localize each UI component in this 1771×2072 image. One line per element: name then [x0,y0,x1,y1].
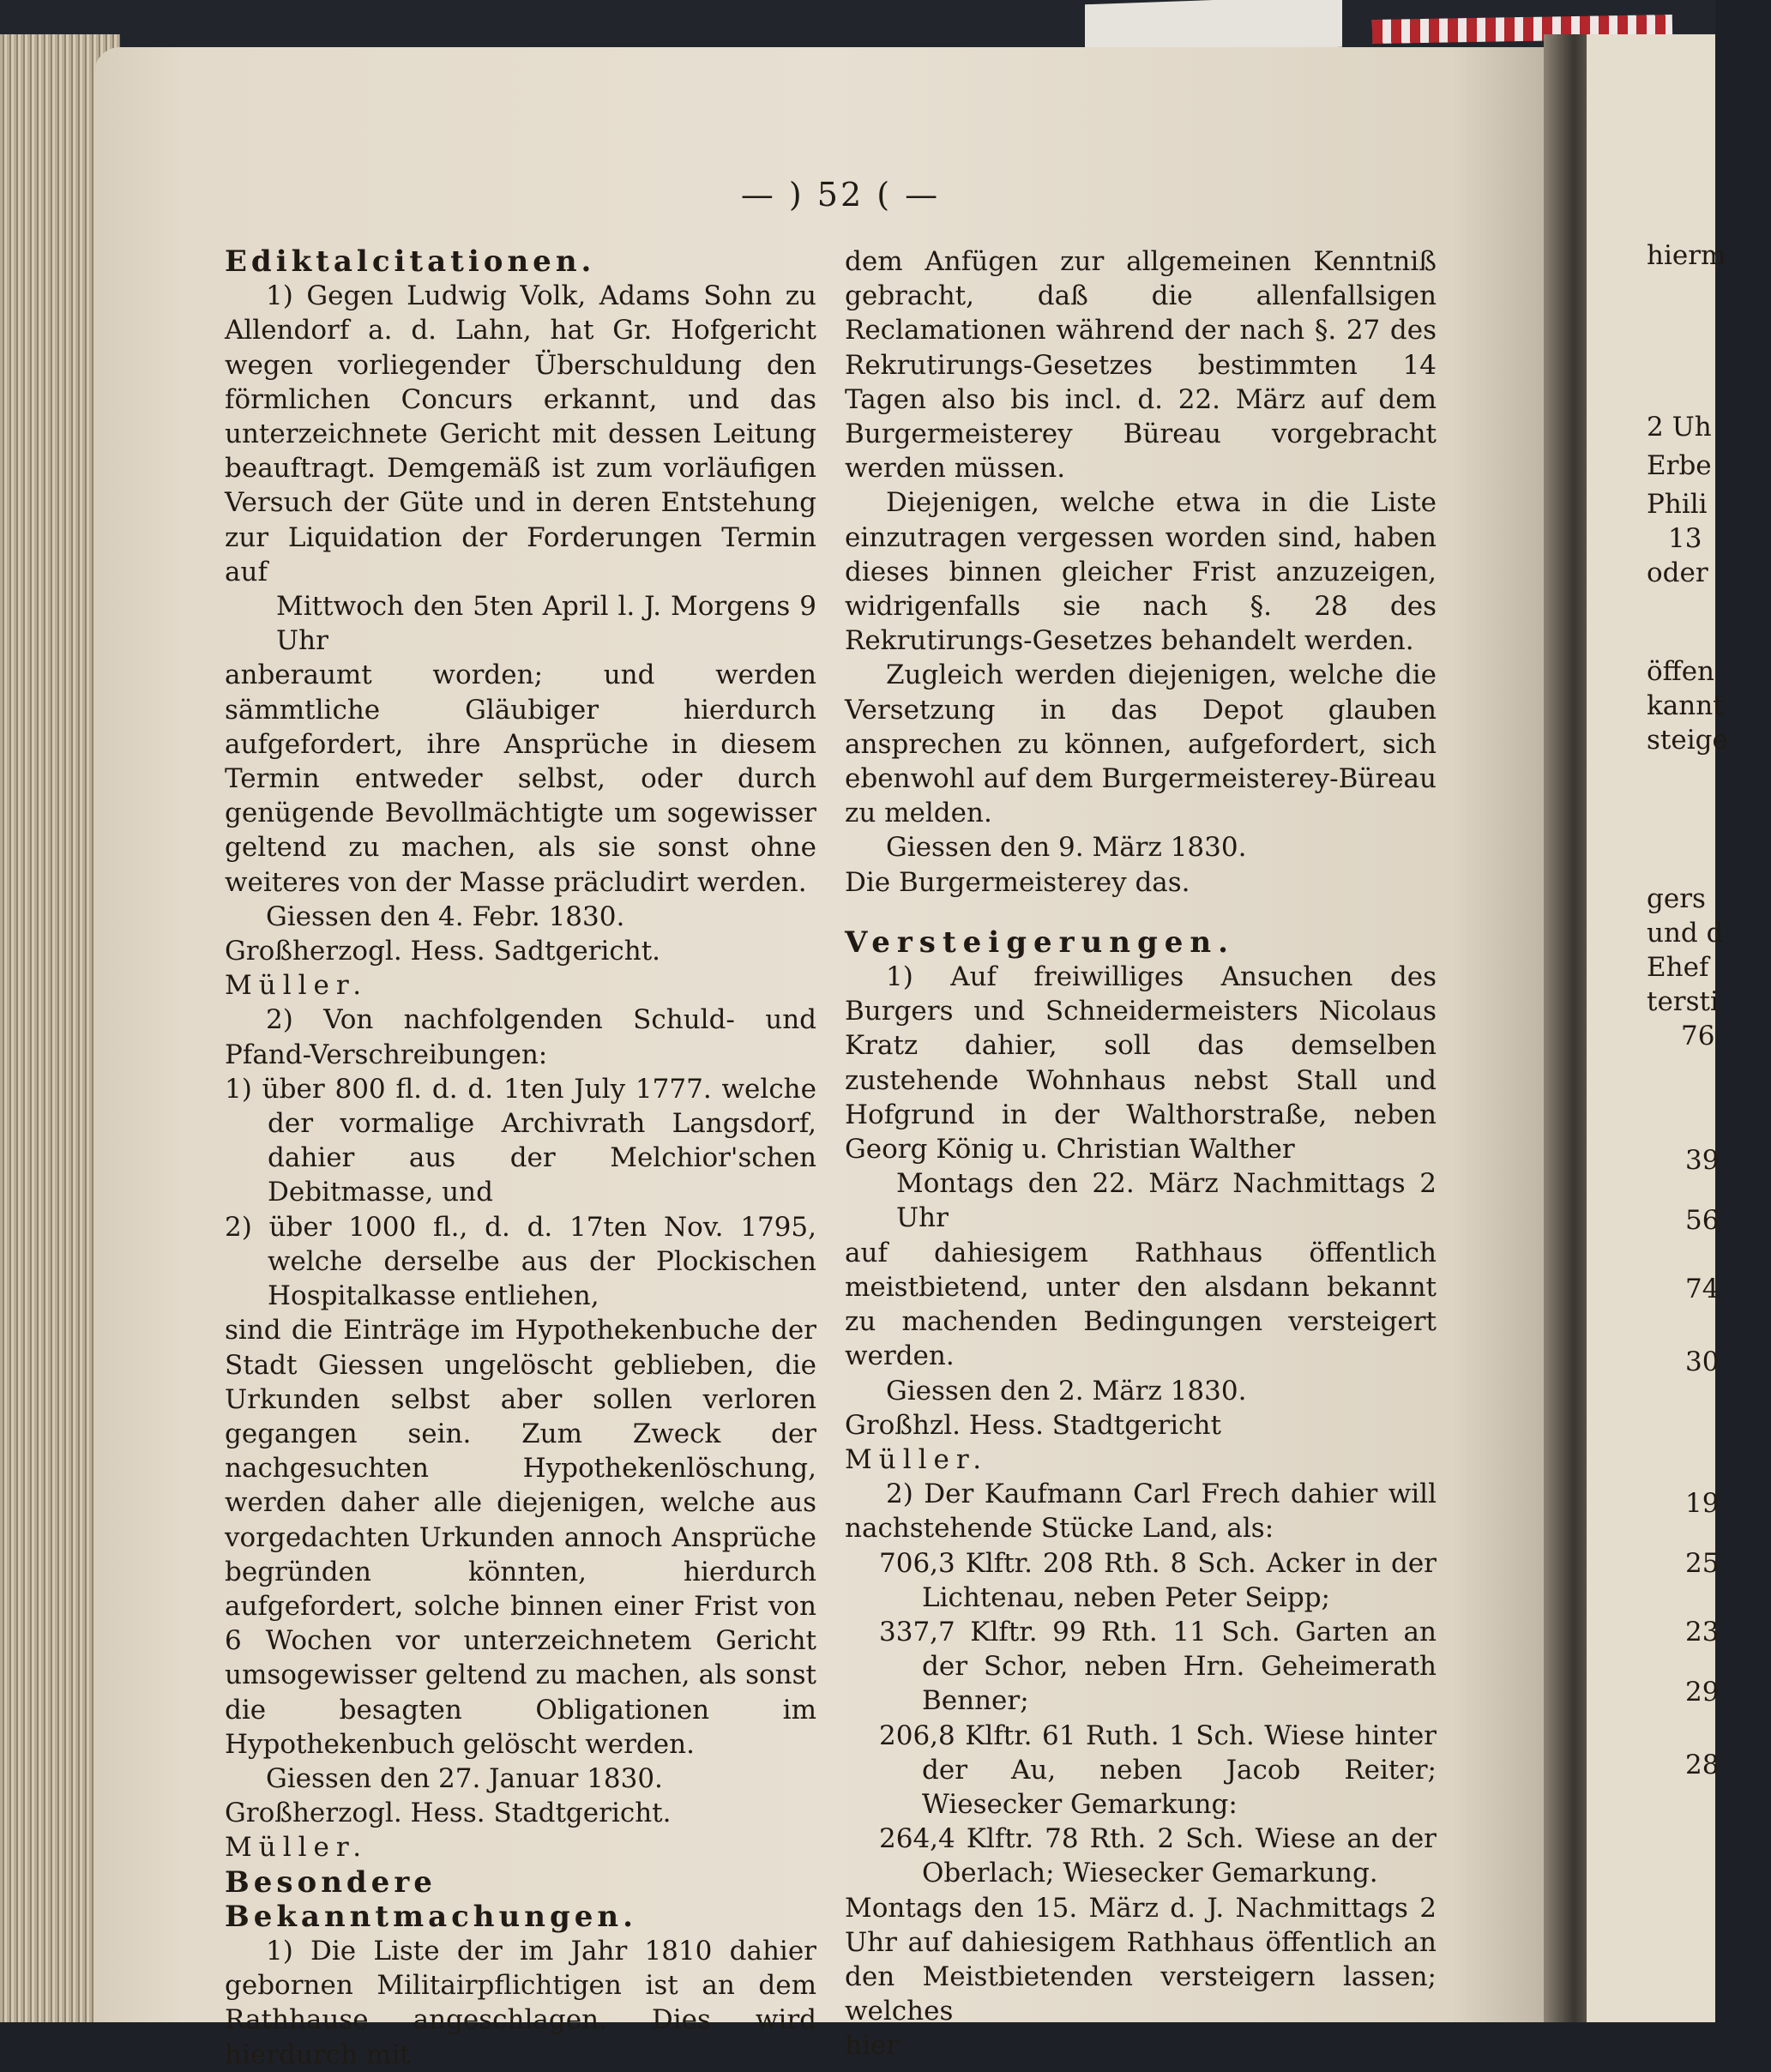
catchword: hier [845,2030,900,2062]
date-line: Montags den 22. März Nachmittags 2 Uhr [896,1168,1437,1234]
paragraph: 1) Auf freiwilliges Ansuchen des Burgers und Schneidermeisters Nicolaus Kratz dahier, soll das demselben zustehende Wohnhaus nebst Stall und Hofgrund in der Walthorstraße, neben Georg König u. Christian Walther [845,961,1437,1166]
paragraph: 2) Der Kaufmann Carl Frech dahier will nachstehende Stücke Land, als: [845,1479,1437,1545]
spacer [845,900,1437,925]
edge-fragment: 30 [1685,1346,1720,1377]
paragraph: Zugleich werden diejenigen, welche die Versetzung in das Depot glauben ansprechen zu können, aufgefordert, sich ebenwohl auf dem Burgermeisterey-Büreau zu melden. [845,660,1437,829]
edge-fragment: 13 [1668,523,1702,554]
court-name: Großherzogl. Hess. Sadtgericht. [225,936,661,967]
court-name: Großhzl. Hess. Stadtgericht [845,1409,1221,1441]
edge-fragment: 2 Uh [1647,412,1712,443]
place-date: Giessen den 27. Januar 1830. [266,1762,663,1794]
paragraph: 2) Von nachfolgenden Schuld- und Pfand-Verschreibungen: [225,1004,816,1070]
signature: Die Burgermeisterey das. [845,866,1190,898]
edge-fragment: 56 [1685,1205,1720,1236]
edge-fragment: Phili [1647,489,1708,520]
edge-fragment: 23 [1685,1617,1720,1647]
right-column [845,244,1437,2063]
section-heading: Ediktalcitationen. [225,244,596,279]
section-heading: Versteigerungen. [845,925,1235,960]
list-item: 337,7 Klftr. 99 Rth. 11 Sch. Garten an der Schor, neben Hrn. Geheimerath Benner; [879,1616,1437,1717]
edge-fragment: hierm [1647,240,1726,271]
paragraph: auf dahiesigem Rathhaus öffentlich meistbietend, unter den alsdann bekannt zu machenden Bedingungen versteigert werden. [845,1237,1437,1372]
court-name: Großherzogl. Hess. Stadtgericht. [225,1798,672,1829]
place-date: Giessen den 2. März 1830. [886,1375,1247,1406]
paragraph: sind die Einträge im Hypothekenbuche der Stadt Giessen ungelöscht geblieben, die Urkunden selbst aber sollen verloren gegangen sein. Zum Zweck der nachgesuchten Hypothekenlöschung, werden daher alle diejenigen, welche aus vorgedachten Urkunden annoch Ansprüche begründen könnten, hierdurch aufgefordert, solche binnen einer Frist von 6 Wochen vor unterzeichnetem Gericht umsogewisser geltend zu machen, als sonst die besagten Obligationen im Hypothekenbuch gelöscht werden. [225,1315,816,1760]
paragraph: 1) Gegen Ludwig Volk, Adams Sohn zu Allendorf a. d. Lahn, hat Gr. Hofgericht wegen vorliegender Überschuldung den förmlichen Concurs erkannt, und das unterzeichnete Gericht mit dessen Leitung beauftragt. Demgemäß ist zum vorläufigen Versuch der Güte und in deren Entstehung zur Liquidation der Forderungen Termin auf [225,280,816,587]
edge-fragment: kannt [1647,690,1724,721]
paragraph: dem Anfügen zur allgemeinen Kenntniß gebracht, daß die allenfallsigen Reclamationen während der nach §. 27 des Rekrutirungs-Gesetzes bestimmten 14 Tagen also bis incl. d. 22. März auf dem Burgermeisterey Büreau vorgebracht werden müssen. [845,246,1437,485]
place-date: Giessen den 9. März 1830. [886,832,1247,864]
edge-fragment: 76 [1681,1021,1715,1051]
list-item: 706,3 Klftr. 208 Rth. 8 Sch. Acker in der Lichtenau, neben Peter Seipp; [879,1547,1437,1613]
signature: Müller. [225,970,369,1002]
date-line: Mittwoch den 5ten April l. J. Morgens 9 Uhr [276,591,816,657]
list-item: 1) über 800 fl. d. d. 1ten July 1777. welche der vormalige Archivrath Langsdorf, dahier aus der Melchior'schen Debitmasse, und [225,1073,816,1208]
signature: Müller. [225,1832,369,1864]
edge-fragment: Ehef [1647,952,1709,983]
edge-fragment: Erbe [1647,450,1712,481]
paragraph: Diejenigen, welche etwa in die Liste einzutragen vergessen worden sind, haben dieses binnen gleicher Frist anzuzeigen, widrigenfalls sie nach §. 28 des Rekrutirungs-Gesetzes behandelt werden. [845,487,1437,657]
edge-fragment: 28 [1685,1750,1720,1780]
edge-fragment: steige [1647,725,1728,756]
paragraph: 1) Die Liste der im Jahr 1810 dahier gebornen Militairpflichtigen ist an dem Rathhause angeschlagen. Dies wird hierdurch mit [225,1935,816,2070]
list-item: 206,8 Klftr. 61 Ruth. 1 Sch. Wiese hinter der Au, neben Jacob Reiter; Wiesecker Gemarkung: [879,1720,1437,1820]
edge-fragment: 25 [1685,1548,1720,1579]
list-item: 2) über 1000 fl., d. d. 17ten Nov. 1795, welche derselbe aus der Plockischen Hospitalkasse entliehen, [225,1211,816,1312]
place-date: Giessen den 4. Febr. 1830. [266,900,625,932]
list-item: 264,4 Klftr. 78 Rth. 2 Sch. Wiese an der Oberlach; Wiesecker Gemarkung. [879,1823,1437,1889]
edge-fragment: öffen [1647,656,1714,687]
paragraph: Montags den 15. März d. J. Nachmittags 2 Uhr auf dahiesigem Rathhaus öffentlich an den Meistbietenden versteigern lassen; welches [845,1892,1437,2027]
signature: Müller. [845,1443,989,1475]
edge-fragment: 29 [1685,1677,1720,1708]
edge-fragment: 39 [1685,1145,1720,1176]
left-column [225,244,816,2072]
page-number: — ) 52 ( — [740,176,941,214]
paragraph: anberaumt worden; und werden sämmtliche Gläubiger hierdurch aufgefordert, ihre Ansprüche in diesem Termin entweder selbst, oder durch genügende Bevollmächtigte um sogewisser geltend zu machen, als sie sonst ohne weiteres von der Masse präcludirt werden. [225,660,816,898]
edge-fragment: 74 [1685,1274,1720,1304]
edge-fragment: tersti [1647,986,1719,1017]
edge-fragment: oder [1647,557,1708,588]
edge-fragment: gers [1647,883,1706,914]
edge-fragment: 19 [1685,1488,1720,1519]
section-heading: Besondere Bekanntmachungen. [225,1864,637,1934]
edge-fragment: und d [1647,918,1724,949]
